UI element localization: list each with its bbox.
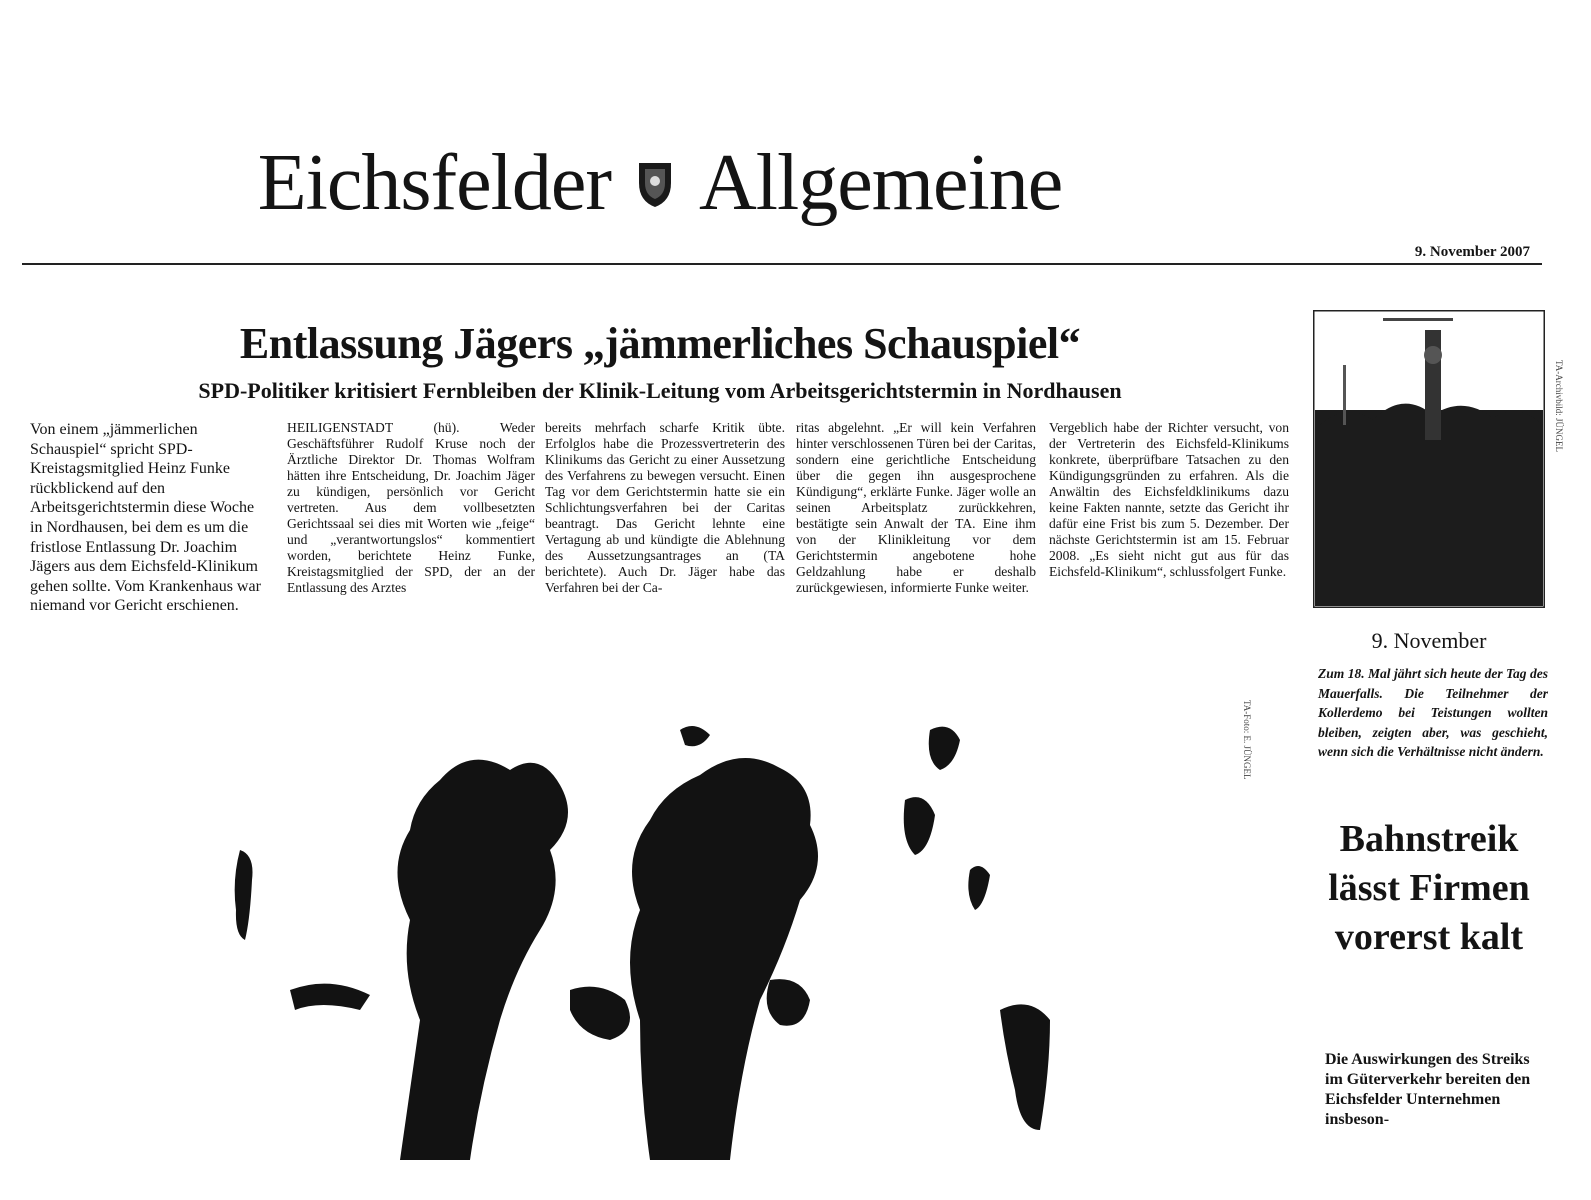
sidebar-headline: Bahnstreik lässt Firmen vorerst kalt bbox=[1328, 818, 1530, 958]
sidebar-photo-credit: TA-Archivbild: JÜNGEL bbox=[1554, 360, 1564, 453]
article-column-3: ritas abgelehnt. „Er will kein Verfahren hinter verschlossenen Türen bei der Caritas, sondern eine gerichtliche Entscheidung über die gegen ihn ausgesprochene Kündigung“, erklärte Funke. Jäger wolle an seinen Arbeitsplatz zurückkehren, bestätigte sein Anwalt der TA. Eine ihm von der Klinikleitung vor dem Gerichtstermin angebotene hohe Geldzahlung habe er deshalb zurückgewiesen, informierte Funke weiter. bbox=[796, 420, 1036, 595]
article-lead: Von einem „jämmerlichen Schauspiel“ spricht SPD-Kreistagsmitglied Heinz Funke rückblickend auf den Arbeitsgerichtstermin diese Woche in Nordhausen, bei dem es um die fristlose Entlassung Dr. Joachim Jägers aus dem Eichsfeld-Klinikum gehen sollte. Vom Krankenhaus war niemand vor Gericht erschienen. bbox=[30, 421, 261, 615]
masthead-left: Eichsfelder bbox=[257, 138, 612, 227]
article-subheadline: SPD-Politiker kritisiert Fernbleiben der Klinik-Leitung vom Arbeitsgerichtstermin in Nordhausen bbox=[198, 378, 1122, 403]
article-column-4: Vergeblich habe der Richter versucht, von der Vertreterin des Eichsfeld-Klinikums konkrete, überprüfbare Tatsachen zu den Kündigungsgründen zu erfahren. Als die Anwältin des Eichsfeldklinikums dazu keine Fakten nannte, setzte das Gericht ihr dafür eine Frist bis zum 5. Dezember. Der nächste Gerichtstermin ist am 15. Februar 2008. „Es sieht nicht gut aus für das Eichsfeld-Klinikum“, schlussfolgert Funke. bbox=[1049, 420, 1289, 579]
sidebar-teaser: Die Auswirkungen des Streiks im Güterverkehr bereiten den Eichsfelder Unternehmen insbeson- bbox=[1325, 1051, 1531, 1128]
sidebar-photo bbox=[1313, 310, 1545, 608]
sidebar-caption: Zum 18. Mal jährt sich heute der Tag des Mauerfalls. Die Teilnehmer der Kollerdemo bei Teistungen wollten bleiben, zeigten aber, was geschieht, wenn sich die Verhältnisse nicht ändern. bbox=[1318, 666, 1548, 759]
masthead bbox=[160, 128, 1160, 238]
issue-date: 9. November 2007 bbox=[1414, 244, 1530, 260]
article-column-1: HEILIGENSTADT (hü). Weder Geschäftsführer Rudolf Kruse noch der Ärztliche Direktor Dr. Thomas Wolfram hätten ihre Entscheidung, Dr. Joachim Jäger zu kündigen, persönlich vor Gericht vertreten. Aus dem vollbesetzten Gerichtssaal sei dies mit Worten wie „feige“ und „verantwortungslos“ kommentiert worden, berichtete Heinz Funke, Kreistagsmitglied der SPD, der an der Entlassung des Arztes bbox=[287, 420, 535, 595]
coat-of-arms-icon bbox=[635, 157, 675, 209]
article-headline: Entlassung Jägers „jämmerliches Schauspiel“ bbox=[239, 319, 1081, 368]
main-photo-credit: TA-Foto: E. JÜNGEL bbox=[1242, 700, 1252, 780]
masthead-right: Allgemeine bbox=[699, 138, 1063, 227]
masthead-rule bbox=[22, 263, 1542, 265]
article-column-2: bereits mehrfach scharfe Kritik übte. Erfolglos habe die Prozessvertreterin des Klinikums das Gericht zu einer Aussetzung des Verfahrens zu bewegen versucht. Einen Tag vor dem Gerichtstermin hatte sie ein Schlichtungsverfahren bei der Caritas beantragt. Das Gericht lehnte eine Vertagung ab und kündigte die Ablehnung des Aussetzungsantrages an (TA berichtete). Auch Dr. Jäger habe das Verfahren bei der Ca- bbox=[545, 420, 785, 595]
sidebar-title: 9. November bbox=[1371, 628, 1487, 653]
main-photo bbox=[170, 690, 1270, 1160]
